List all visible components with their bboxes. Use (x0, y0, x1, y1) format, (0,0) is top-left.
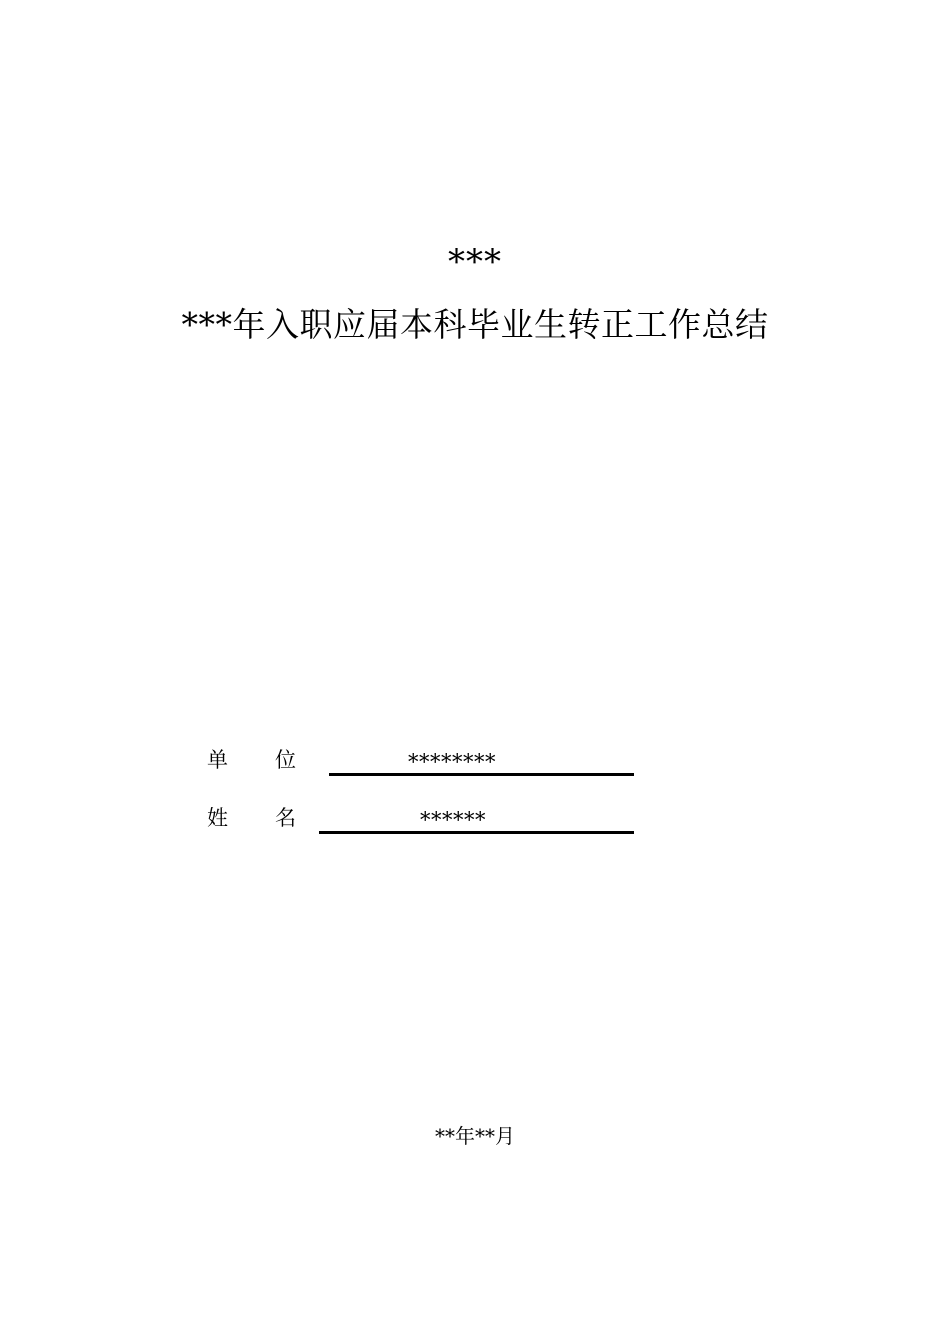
document-title: ***年入职应届本科毕业生转正工作总结 (181, 305, 769, 344)
name-underline (319, 831, 634, 834)
name-label-char-1: 姓 (207, 806, 228, 830)
unit-value: ******** (408, 750, 496, 774)
name-field-row (0, 800, 950, 840)
document-date: **年**月 (435, 1124, 515, 1148)
unit-underline (329, 773, 634, 776)
unit-label-char-1: 单 (207, 748, 228, 772)
name-value: ****** (420, 808, 486, 832)
name-label-char-2: 名 (275, 806, 296, 830)
unit-label-char-2: 位 (275, 748, 296, 772)
organization-name: *** (448, 242, 502, 282)
unit-field-row (0, 742, 950, 782)
